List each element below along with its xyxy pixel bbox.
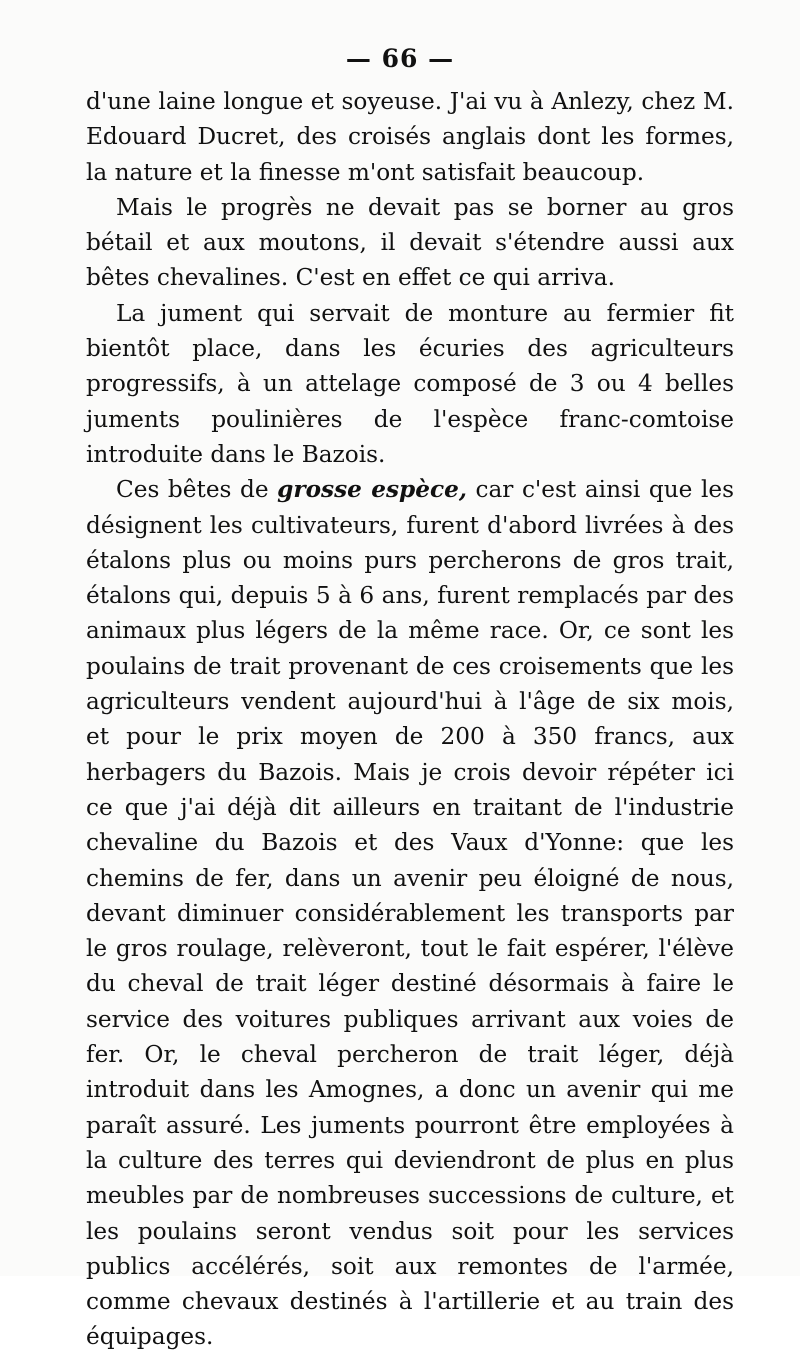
- italic-term: grosse espèce,: [277, 476, 467, 504]
- body-text: [86, 84, 734, 1355]
- paragraph-3: La jument qui servait de monture au fermier fit bientôt place, dans les écuries des agriculteurs progressifs, à un attelage composé de 3 ou 4 belles juments poulinières de l'espèce franc-comtoise introduite dans le Bazois.: [86, 299, 734, 468]
- paragraph-1: d'une laine longue et soyeuse. J'ai vu à Anlezy, chez M. Edouard Ducret, des croisés anglais dont les formes, la nature et la finesse m'ont satisfait beaucoup.: [86, 88, 734, 186]
- paragraph-4-rest: car c'est ainsi que les désignent les cultivateurs, furent d'abord livrées à des étalons plus ou moins purs percherons de gros trait, étalons qui, depuis 5 à 6 ans, furent remplacés par des animaux plus légers de la même race. Or, ce sont les poulains de trait provenant de ces croisements que les agriculteurs vendent aujourd'hui à l'âge de six mois, et pour le prix moyen de 200 à 350 francs, aux herbagers du Bazois. Mais je crois devoir répéter ici ce que j'ai déjà dit ailleurs en traitant de l'industrie chevaline du Bazois et des Vaux d'Yonne: que les chemins de fer, dans un avenir peu éloigné de nous, devant diminuer considérablement les transports par le gros roulage, relèveront, tout le fait espérer, l'élève du cheval de trait léger destiné désormais à faire le service des voitures publiques arrivant aux voies de fer. Or, le cheval percheron de trait léger, déjà introduit dans les Amognes, a donc un avenir qui me paraît assuré. Les juments pourront être employées à la culture des terres qui deviendront de plus en plus meubles par de nombreuses successions de culture, et les poulains seront vendus soit pour les services publics accélérés, soit aux remontes de l'armée, comme chevaux destinés à l'artillerie et au train des équipages.: [86, 476, 734, 1351]
- paragraph-2: Mais le progrès ne devait pas se borner au gros bétail et aux moutons, il devait s'étendre aussi aux bêtes chevalines. C'est en effet ce qui arriva.: [86, 193, 734, 292]
- paragraph-4: [86, 472, 734, 1354]
- page-number: — 66 —: [345, 44, 455, 73]
- paragraph-4-lead: Ces bêtes de: [116, 476, 278, 504]
